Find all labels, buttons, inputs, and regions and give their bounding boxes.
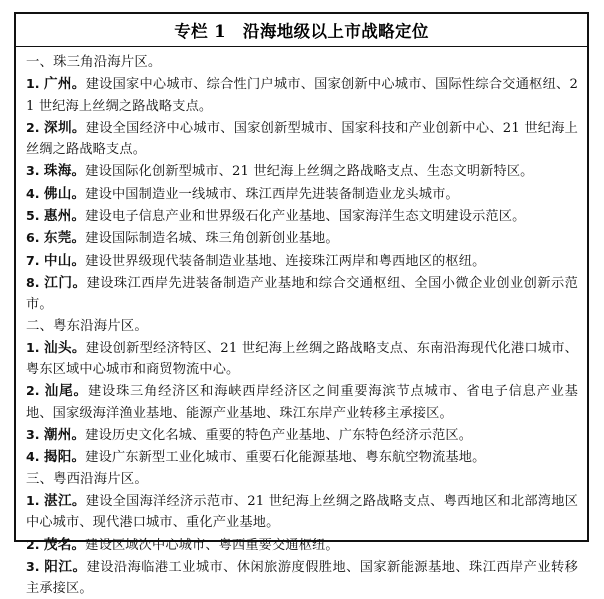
city-entry-name: 湛江。 [44,492,86,509]
city-entry [26,160,578,182]
city-entry-number: 2. [26,383,40,399]
city-entry-description: 建设电子信息产业和世界级石化产业基地、国家海洋生态文明建设示范区。 [85,209,526,225]
city-entry-number: 2. [26,119,40,135]
city-entry-description: 建设珠江西岸先进装备制造产业基地和综合交通枢纽、全国小微企业创业创新示范市。 [26,275,579,313]
city-entry [26,534,578,556]
city-entry [26,183,578,205]
city-entry-description: 建设世界级现代装备制造业基地、连接珠江两岸和粤西地区的枢纽。 [85,253,486,269]
city-entry-description: 建设广东新型工业化城市、重要石化能源基地、粤东航空物流基地。 [85,450,486,466]
city-entry-number: 1. [26,339,40,355]
section-heading: 三、粤西沿海片区。 [26,471,148,487]
city-entry [26,205,578,227]
city-entry [26,556,578,599]
section-heading: 一、珠三角沿海片区。 [26,55,162,70]
city-entry-name: 珠海。 [43,163,86,180]
city-entry-number: 4. [26,185,40,201]
city-entry-name: 惠州。 [43,208,86,225]
city-entry-number: 6. [26,230,40,246]
city-entry-number: 1. [26,492,40,508]
box-title-bar [16,14,587,47]
city-entry [26,250,578,272]
city-entry-name: 广州。 [44,76,86,93]
city-entry-name: 阳江。 [44,558,87,575]
city-entry-name: 汕尾。 [44,383,89,400]
city-entry-name: 潮州。 [43,427,86,444]
city-entry-description: 建设区域次中心城市、粤西重要交通枢纽。 [85,537,339,553]
city-entry-number: 4. [26,449,40,465]
feature-box [14,12,589,597]
city-entry-description: 建设国家中心城市、综合性门户城市、国家创新中心城市、国际性综合交通枢纽、21 世纪海上丝绸之路战略支点。 [26,77,579,114]
city-entry-name: 江门。 [44,274,87,291]
city-entry-name: 中山。 [43,252,86,269]
city-entry-description: 建设沿海临港工业城市、休闲旅游度假胜地、国家新能源基地、珠江西岸产业转移主承接区。 [26,559,579,597]
city-entry-description: 建设国际制造名城、珠三角创新创业基地。 [85,231,339,247]
city-entry-number: 3. [26,427,40,443]
city-entry-number: 3. [26,558,40,574]
city-entry-description: 建设创新型经济特区、21 世纪海上丝绸之路战略支点、东南沿海现代化港口城市、粤东区域中心城市和商贸物流中心。 [26,340,579,378]
city-entry-description: 建设历史文化名城、重要的特色产业基地、广东特色经济示范区。 [85,428,473,444]
city-entry-number: 5. [26,208,40,224]
box-body [16,47,587,599]
city-entry [26,117,578,161]
city-entry [26,227,578,249]
city-entry-number: 1. [26,76,40,92]
city-entry-name: 深圳。 [44,119,86,136]
city-entry [26,446,578,468]
city-entry-number: 3. [26,163,40,179]
city-entry-description: 建设中国制造业一线城市、珠江西岸先进装备制造业龙头城市。 [85,186,459,202]
city-entry [26,490,578,534]
city-entry [26,424,578,446]
city-entry-name: 东莞。 [43,230,86,247]
city-entry [26,337,578,381]
section-heading: 二、粤东沿海片区。 [26,318,148,334]
city-entry-description: 建设国际化创新型城市、21 世纪海上丝绸之路战略支点、生态文明新特区。 [85,164,534,180]
city-entry-name: 揭阳。 [43,449,86,466]
city-entry-description: 建设全国经济中心城市、国家创新型城市、国家科技和产业创新中心、21 世纪海上丝绸之路战略支点。 [26,120,579,158]
city-entry [26,272,578,316]
city-entry [26,73,578,117]
box-title: 专栏 1 沿海地级以上市战略定位 [174,22,429,41]
city-entry-number: 7. [26,252,40,268]
city-entry-name: 佛山。 [43,185,86,202]
city-entry [26,380,578,424]
city-entry-description: 建设全国海洋经济示范市、21 世纪海上丝绸之路战略支点、粤西地区和北部湾地区中心城市、现代港口城市、重化产业基地。 [26,493,579,531]
city-entry-number: 2. [26,536,40,552]
city-entry-number: 8. [26,274,40,290]
city-entry-name: 汕头。 [44,339,86,356]
city-entry-description: 建设珠三角经济区和海峡西岸经济区之间重要海滨节点城市、省电子信息产业基地、国家级海洋渔业基地、能源产业基地、珠江东岸产业转移主承接区。 [26,384,579,421]
city-entry-name: 茂名。 [43,536,86,553]
